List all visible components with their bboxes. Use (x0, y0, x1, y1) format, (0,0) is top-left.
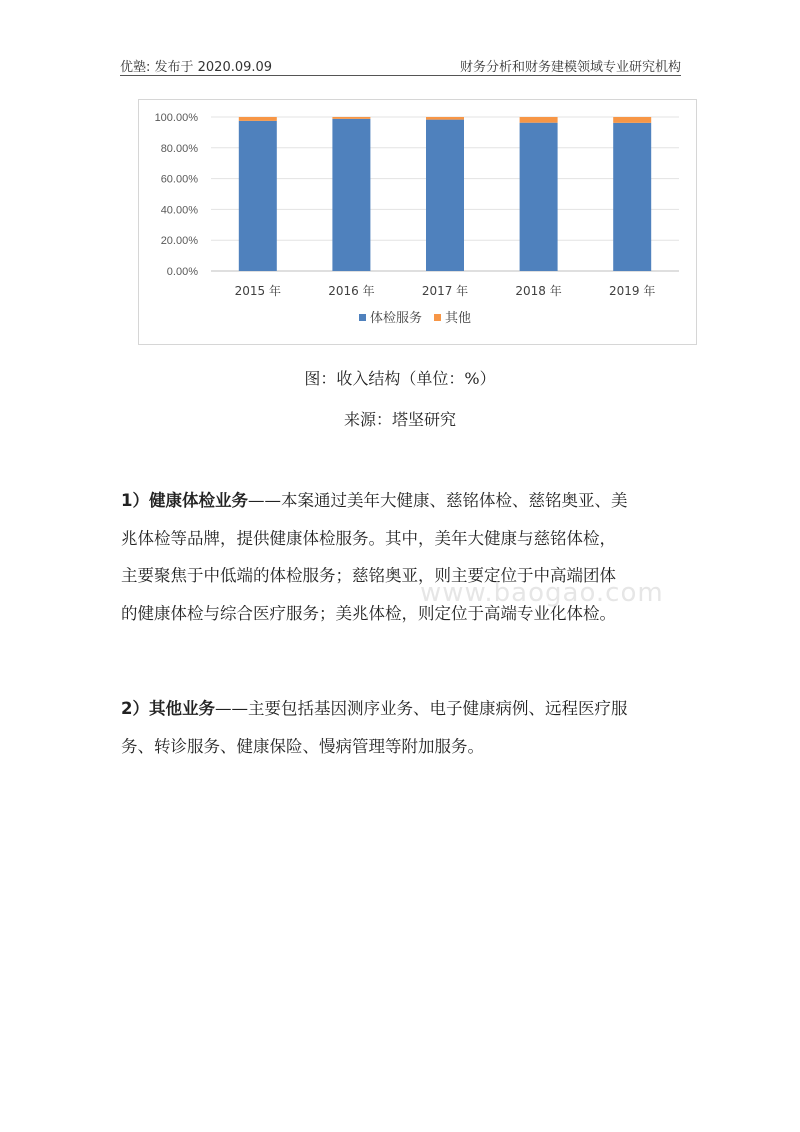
paragraph-health-checkup (121, 482, 691, 632)
page-header (120, 56, 681, 78)
legend-swatch (359, 314, 366, 321)
bar-其他 (613, 117, 651, 123)
paragraph-line (121, 482, 691, 520)
paragraph-line: 务、转诊服务、健康保险、慢病管理等附加服务。 (121, 736, 484, 756)
paragraph-text: ——主要包括基因测序业务、电子健康病例、远程医疗服 (214, 699, 628, 718)
bar-其他 (426, 117, 464, 120)
bar-体检服务 (426, 120, 464, 271)
chart-canvas (139, 100, 696, 344)
legend-label: 其他 (445, 311, 472, 326)
header-rule (120, 75, 681, 76)
x-tick-label: 2016 年 (328, 284, 375, 298)
x-tick-label: 2017 年 (421, 284, 469, 298)
figure-caption: 图：收入结构（单位：%） (304, 369, 496, 388)
paragraph-line: 主要聚焦于中低端的体检服务；慈铭奥亚，则主要定位于中高端团体 (121, 566, 616, 585)
y-tick-label: 40.00% (160, 204, 198, 217)
revenue-structure-chart (138, 99, 697, 345)
y-tick-label: 100.00% (154, 112, 198, 124)
bar-体检服务 (239, 121, 277, 271)
y-tick-label: 20.00% (160, 235, 198, 248)
header-publisher-date: 优塾: 发布于 2020.09.09 (120, 60, 273, 75)
paragraph-line: 兆体检等品牌，提供健康体检服务。其中，美年大健康与慈铭体检， (121, 528, 616, 548)
paragraph-label: 2）其他业务 (121, 699, 215, 718)
y-tick-label: 0.00% (166, 266, 198, 278)
paragraph-text: ——本案通过美年大健康、慈铭体检、慈铭奥亚、美 (247, 491, 628, 510)
bar-其他 (520, 117, 558, 123)
header-org-tagline: 财务分析和财务建模领域专业研究机构 (459, 60, 681, 75)
bar-体检服务 (613, 123, 651, 271)
x-tick-label: 2019 年 (609, 284, 656, 298)
paragraph-line (121, 690, 691, 728)
bar-其他 (332, 117, 370, 119)
y-tick-label: 80.00% (160, 142, 198, 155)
legend-swatch (434, 314, 441, 321)
bar-其他 (239, 117, 277, 121)
bar-体检服务 (520, 123, 558, 271)
watermark: www.baogao.com (420, 578, 664, 608)
paragraph-line: 的健康体检与综合医疗服务；美兆体检，则定位于高端专业化体检。 (121, 603, 616, 623)
x-tick-label: 2015 年 (234, 284, 281, 298)
x-tick-label: 2018 年 (515, 284, 562, 298)
figure-source: 来源：塔坚研究 (343, 410, 456, 429)
paragraph-other-business (121, 690, 691, 765)
paragraph-label: 1）健康体检业务 (121, 491, 248, 510)
bar-体检服务 (332, 119, 370, 271)
y-tick-label: 60.00% (160, 173, 198, 186)
legend-label: 体检服务 (370, 311, 423, 326)
